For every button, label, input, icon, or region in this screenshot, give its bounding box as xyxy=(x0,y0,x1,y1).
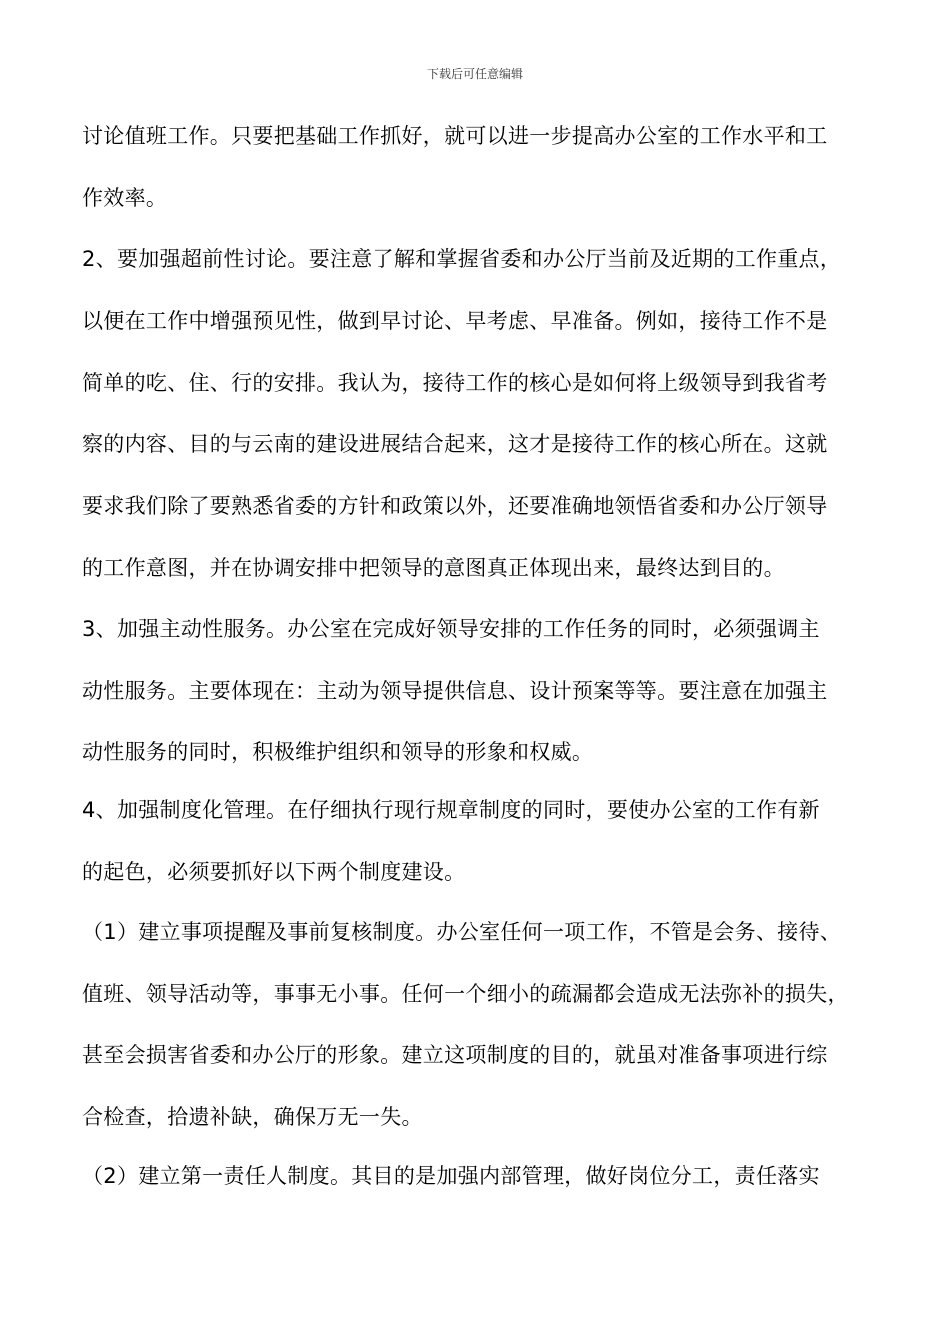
text-line: 以便在工作中增强预见性，做到早讨论、早考虑、早准备。例如，接待工作不是 xyxy=(82,309,828,333)
text-line: 3、加强主动性服务。办公室在完成好领导安排的工作任务的同时，必须强调主 xyxy=(82,617,820,641)
text-line: 作效率。 xyxy=(82,186,168,210)
text-line: 动性服务。主要体现在：主动为领导提供信息、设计预案等等。要注意在加强主 xyxy=(82,679,828,703)
text-line: 的起色，必须要抓好以下两个制度建设。 xyxy=(82,860,466,884)
text-line: 简单的吃、住、行的安排。我认为，接待工作的核心是如何将上级领导到我省考 xyxy=(82,371,828,395)
text-line: （1）建立事项提醒及事前复核制度。办公室任何一项工作，不管是会务、接待、 xyxy=(82,920,842,944)
text-line: 察的内容、目的与云南的建设进展结合起来，这才是接待工作的核心所在。这就 xyxy=(82,432,828,456)
text-line: 动性服务的同时，积极维护组织和领导的形象和权威。 xyxy=(82,740,594,764)
text-line: 值班、领导活动等，事事无小事。任何一个细小的疏漏都会造成无法弥补的损失， xyxy=(82,982,849,1006)
text-line: 2、要加强超前性讨论。要注意了解和掌握省委和办公厅当前及近期的工作重点， xyxy=(82,247,842,271)
text-line: 甚至会损害省委和办公厅的形象。建立这项制度的目的，就虽对准备事项进行综 xyxy=(82,1043,828,1067)
text-line: 合检查，拾遗补缺，确保万无一失。 xyxy=(82,1105,423,1129)
text-line: 讨论值班工作。只要把基础工作抓好，就可以进一步提高办公室的工作水平和工 xyxy=(82,124,828,148)
page-header: 下载后可任意编辑 xyxy=(426,67,523,81)
text-line: 4、加强制度化管理。在仔细执行现行规章制度的同时，要使办公室的工作有新 xyxy=(82,798,820,822)
text-line: （2）建立第一责任人制度。其目的是加强内部管理，做好岗位分工，责任落实 xyxy=(82,1164,820,1188)
text-line: 的工作意图，并在协调安排中把领导的意图真正体现出来，最终达到目的。 xyxy=(82,556,785,580)
text-line: 要求我们除了要熟悉省委的方针和政策以外，还要准确地领悟省委和办公厅领导 xyxy=(82,494,828,518)
